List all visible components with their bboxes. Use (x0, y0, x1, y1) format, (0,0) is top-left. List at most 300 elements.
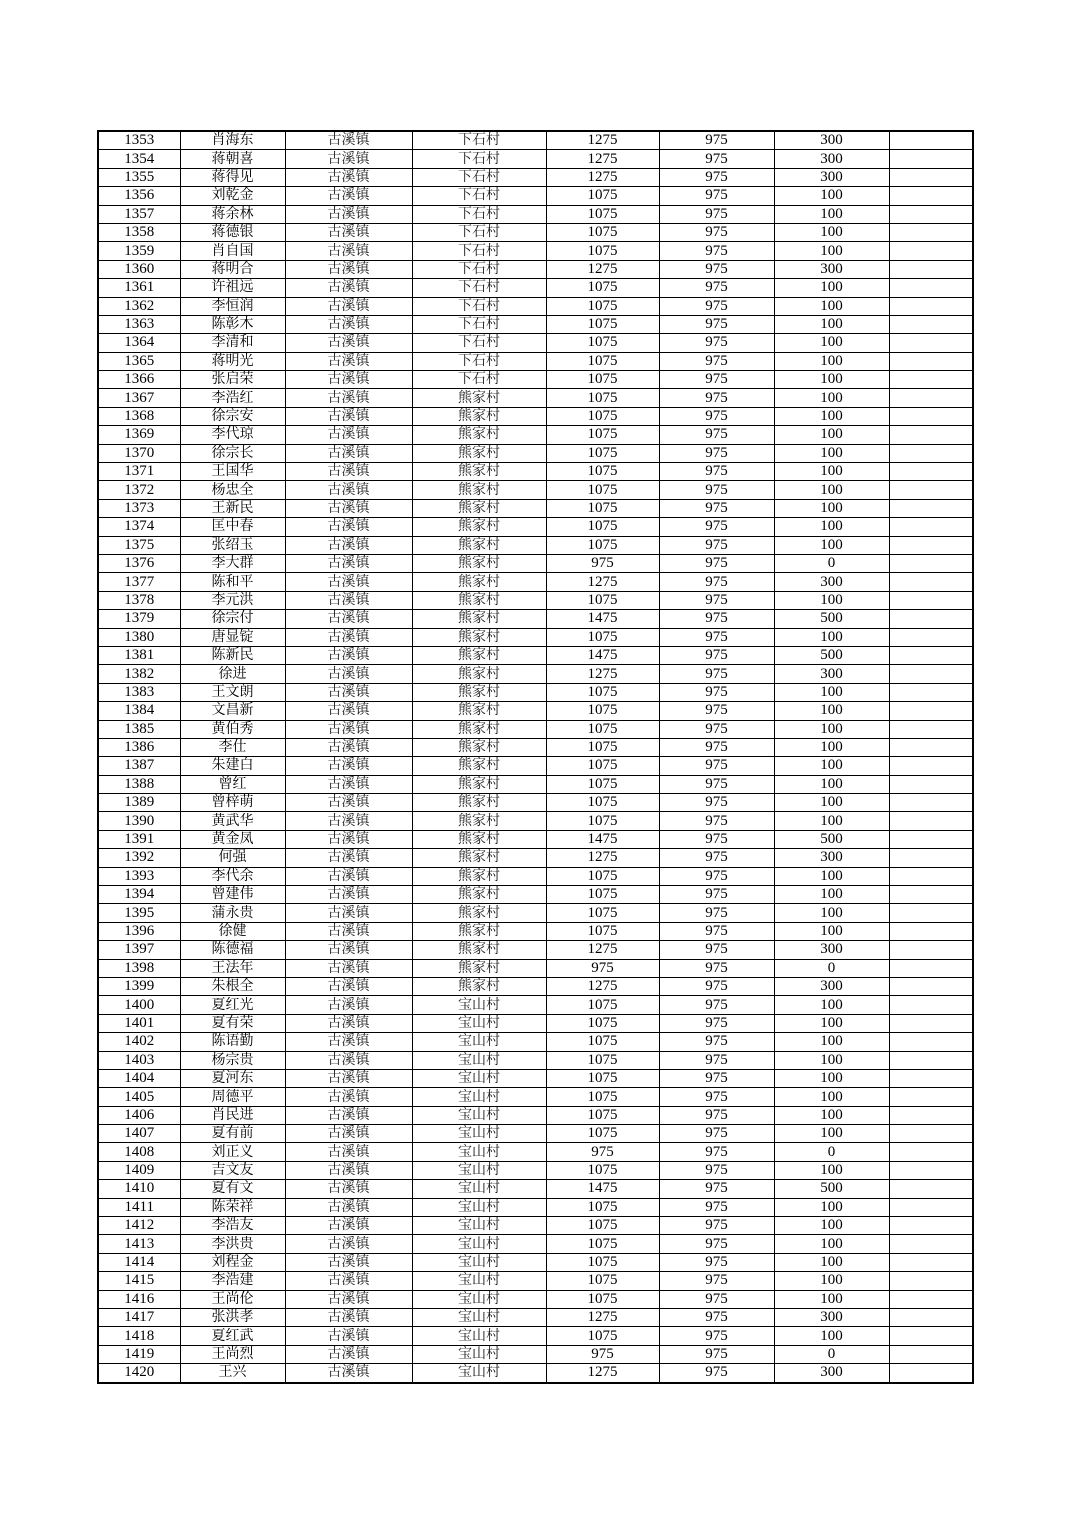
standard-cell: 975 (659, 279, 774, 297)
difference-cell: 100 (774, 1198, 889, 1216)
table-row (98, 959, 973, 977)
difference-cell: 300 (774, 1364, 889, 1383)
amount-cell: 975 (546, 1345, 659, 1363)
amount-cell: 1075 (546, 205, 659, 223)
remark-cell (889, 536, 973, 554)
table-row (98, 223, 973, 241)
table-row (98, 1069, 973, 1087)
row-number-cell: 1379 (98, 610, 180, 628)
table-row (98, 1161, 973, 1179)
amount-cell: 1075 (546, 1272, 659, 1290)
name-cell: 蒋德银 (180, 223, 285, 241)
standard-cell: 975 (659, 573, 774, 591)
name-cell: 李浩友 (180, 1217, 285, 1235)
town-cell: 古溪镇 (285, 223, 412, 241)
standard-cell: 975 (659, 1180, 774, 1198)
town-cell: 古溪镇 (285, 1235, 412, 1253)
town-cell: 古溪镇 (285, 297, 412, 315)
town-cell: 古溪镇 (285, 168, 412, 186)
name-cell: 徐宗付 (180, 610, 285, 628)
difference-cell: 100 (774, 481, 889, 499)
remark-cell (889, 1033, 973, 1051)
row-number-cell: 1384 (98, 702, 180, 720)
name-cell: 夏有文 (180, 1180, 285, 1198)
village-cell: 熊家村 (412, 738, 546, 756)
town-cell: 古溪镇 (285, 886, 412, 904)
name-cell: 黄金凤 (180, 830, 285, 848)
difference-cell: 100 (774, 812, 889, 830)
name-cell: 蒋余林 (180, 205, 285, 223)
table-row (98, 1014, 973, 1032)
name-cell: 许祖远 (180, 279, 285, 297)
row-number-cell: 1381 (98, 646, 180, 664)
village-cell: 熊家村 (412, 683, 546, 701)
row-number-cell: 1411 (98, 1198, 180, 1216)
town-cell: 古溪镇 (285, 738, 412, 756)
remark-cell (889, 1180, 973, 1198)
village-cell: 熊家村 (412, 867, 546, 885)
remark-cell (889, 757, 973, 775)
row-number-cell: 1387 (98, 757, 180, 775)
town-cell: 古溪镇 (285, 720, 412, 738)
town-cell: 古溪镇 (285, 1106, 412, 1124)
town-cell: 古溪镇 (285, 260, 412, 278)
difference-cell: 100 (774, 536, 889, 554)
town-cell: 古溪镇 (285, 352, 412, 370)
amount-cell: 1275 (546, 260, 659, 278)
name-cell: 陈和平 (180, 573, 285, 591)
standard-cell: 975 (659, 830, 774, 848)
remark-cell (889, 1143, 973, 1161)
village-cell: 下石村 (412, 279, 546, 297)
remark-cell (889, 591, 973, 609)
amount-cell: 1075 (546, 389, 659, 407)
row-number-cell: 1415 (98, 1272, 180, 1290)
remark-cell (889, 499, 973, 517)
amount-cell: 1075 (546, 499, 659, 517)
table-row (98, 187, 973, 205)
remark-cell (889, 720, 973, 738)
town-cell: 古溪镇 (285, 1345, 412, 1363)
standard-cell: 975 (659, 886, 774, 904)
name-cell: 张洪孝 (180, 1309, 285, 1327)
row-number-cell: 1363 (98, 315, 180, 333)
standard-cell: 975 (659, 867, 774, 885)
standard-cell: 975 (659, 536, 774, 554)
table-row (98, 794, 973, 812)
amount-cell: 1275 (546, 665, 659, 683)
remark-cell (889, 1272, 973, 1290)
town-cell: 古溪镇 (285, 205, 412, 223)
row-number-cell: 1395 (98, 904, 180, 922)
table-row (98, 1235, 973, 1253)
remark-cell (889, 849, 973, 867)
row-number-cell: 1359 (98, 242, 180, 260)
village-cell: 下石村 (412, 334, 546, 352)
standard-cell: 975 (659, 407, 774, 425)
amount-cell: 1075 (546, 1161, 659, 1179)
village-cell: 熊家村 (412, 720, 546, 738)
table-row (98, 904, 973, 922)
row-number-cell: 1358 (98, 223, 180, 241)
town-cell: 古溪镇 (285, 812, 412, 830)
table-row (98, 536, 973, 554)
town-cell: 古溪镇 (285, 591, 412, 609)
table-row (98, 665, 973, 683)
amount-cell: 1475 (546, 646, 659, 664)
amount-cell: 975 (546, 554, 659, 572)
standard-cell: 975 (659, 1069, 774, 1087)
remark-cell (889, 794, 973, 812)
name-cell: 张绍玉 (180, 536, 285, 554)
row-number-cell: 1391 (98, 830, 180, 848)
town-cell: 古溪镇 (285, 1290, 412, 1308)
amount-cell: 1075 (546, 996, 659, 1014)
table-row (98, 260, 973, 278)
town-cell: 古溪镇 (285, 1253, 412, 1271)
difference-cell: 100 (774, 1161, 889, 1179)
town-cell: 古溪镇 (285, 775, 412, 793)
remark-cell (889, 1327, 973, 1345)
town-cell: 古溪镇 (285, 481, 412, 499)
difference-cell: 100 (774, 720, 889, 738)
name-cell: 陈荣祥 (180, 1198, 285, 1216)
standard-cell: 975 (659, 1290, 774, 1308)
remark-cell (889, 352, 973, 370)
standard-cell: 975 (659, 131, 774, 150)
name-cell: 唐显锭 (180, 628, 285, 646)
town-cell: 古溪镇 (285, 1051, 412, 1069)
town-cell: 古溪镇 (285, 499, 412, 517)
remark-cell (889, 223, 973, 241)
town-cell: 古溪镇 (285, 959, 412, 977)
amount-cell: 1075 (546, 1051, 659, 1069)
remark-cell (889, 830, 973, 848)
village-cell: 下石村 (412, 371, 546, 389)
table-row (98, 628, 973, 646)
remark-cell (889, 371, 973, 389)
town-cell: 古溪镇 (285, 1069, 412, 1087)
town-cell: 古溪镇 (285, 922, 412, 940)
town-cell: 古溪镇 (285, 150, 412, 168)
row-number-cell: 1383 (98, 683, 180, 701)
name-cell: 徐进 (180, 665, 285, 683)
amount-cell: 1275 (546, 150, 659, 168)
row-number-cell: 1401 (98, 1014, 180, 1032)
table-row (98, 315, 973, 333)
row-number-cell: 1378 (98, 591, 180, 609)
standard-cell: 975 (659, 554, 774, 572)
village-cell: 熊家村 (412, 922, 546, 940)
standard-cell: 975 (659, 757, 774, 775)
standard-cell: 975 (659, 1364, 774, 1383)
row-number-cell: 1367 (98, 389, 180, 407)
name-cell: 张启荣 (180, 371, 285, 389)
standard-cell: 975 (659, 904, 774, 922)
row-number-cell: 1375 (98, 536, 180, 554)
town-cell: 古溪镇 (285, 1014, 412, 1032)
standard-cell: 975 (659, 610, 774, 628)
name-cell: 夏红光 (180, 996, 285, 1014)
remark-cell (889, 389, 973, 407)
remark-cell (889, 242, 973, 260)
village-cell: 熊家村 (412, 389, 546, 407)
table-row (98, 371, 973, 389)
difference-cell: 0 (774, 554, 889, 572)
table-row (98, 1143, 973, 1161)
row-number-cell: 1373 (98, 499, 180, 517)
difference-cell: 300 (774, 573, 889, 591)
amount-cell: 1075 (546, 886, 659, 904)
row-number-cell: 1414 (98, 1253, 180, 1271)
amount-cell: 1075 (546, 1033, 659, 1051)
name-cell: 曾红 (180, 775, 285, 793)
town-cell: 古溪镇 (285, 628, 412, 646)
amount-cell: 1075 (546, 242, 659, 260)
remark-cell (889, 1253, 973, 1271)
amount-cell: 1475 (546, 1180, 659, 1198)
table-row (98, 757, 973, 775)
village-cell: 宝山村 (412, 1272, 546, 1290)
difference-cell: 100 (774, 1272, 889, 1290)
amount-cell: 1275 (546, 131, 659, 150)
table-row (98, 481, 973, 499)
standard-cell: 975 (659, 389, 774, 407)
town-cell: 古溪镇 (285, 131, 412, 150)
name-cell: 陈彰木 (180, 315, 285, 333)
standard-cell: 975 (659, 812, 774, 830)
table-row (98, 1198, 973, 1216)
village-cell: 熊家村 (412, 904, 546, 922)
difference-cell: 100 (774, 297, 889, 315)
town-cell: 古溪镇 (285, 867, 412, 885)
amount-cell: 1075 (546, 334, 659, 352)
standard-cell: 975 (659, 297, 774, 315)
remark-cell (889, 463, 973, 481)
village-cell: 宝山村 (412, 1106, 546, 1124)
standard-cell: 975 (659, 1309, 774, 1327)
remark-cell (889, 941, 973, 959)
table-row (98, 334, 973, 352)
difference-cell: 100 (774, 242, 889, 260)
name-cell: 李浩红 (180, 389, 285, 407)
standard-cell: 975 (659, 481, 774, 499)
village-cell: 熊家村 (412, 463, 546, 481)
row-number-cell: 1417 (98, 1309, 180, 1327)
name-cell: 李浩建 (180, 1272, 285, 1290)
row-number-cell: 1416 (98, 1290, 180, 1308)
difference-cell: 100 (774, 738, 889, 756)
row-number-cell: 1390 (98, 812, 180, 830)
town-cell: 古溪镇 (285, 371, 412, 389)
table-row (98, 444, 973, 462)
name-cell: 李恒润 (180, 297, 285, 315)
row-number-cell: 1374 (98, 518, 180, 536)
remark-cell (889, 554, 973, 572)
difference-cell: 500 (774, 646, 889, 664)
standard-cell: 975 (659, 996, 774, 1014)
difference-cell: 100 (774, 371, 889, 389)
village-cell: 宝山村 (412, 1088, 546, 1106)
amount-cell: 1275 (546, 849, 659, 867)
standard-cell: 975 (659, 1033, 774, 1051)
row-number-cell: 1366 (98, 371, 180, 389)
name-cell: 杨忠全 (180, 481, 285, 499)
village-cell: 熊家村 (412, 757, 546, 775)
name-cell: 王新民 (180, 499, 285, 517)
row-number-cell: 1404 (98, 1069, 180, 1087)
row-number-cell: 1412 (98, 1217, 180, 1235)
amount-cell: 1075 (546, 720, 659, 738)
difference-cell: 100 (774, 1327, 889, 1345)
table-row (98, 407, 973, 425)
standard-cell: 975 (659, 1327, 774, 1345)
town-cell: 古溪镇 (285, 389, 412, 407)
name-cell: 李元洪 (180, 591, 285, 609)
standard-cell: 975 (659, 1051, 774, 1069)
difference-cell: 100 (774, 904, 889, 922)
village-cell: 下石村 (412, 187, 546, 205)
remark-cell (889, 867, 973, 885)
name-cell: 王国华 (180, 463, 285, 481)
village-cell: 宝山村 (412, 1290, 546, 1308)
name-cell: 文昌新 (180, 702, 285, 720)
row-number-cell: 1399 (98, 977, 180, 995)
difference-cell: 100 (774, 315, 889, 333)
village-cell: 下石村 (412, 297, 546, 315)
name-cell: 李清和 (180, 334, 285, 352)
name-cell: 肖民进 (180, 1106, 285, 1124)
town-cell: 古溪镇 (285, 665, 412, 683)
town-cell: 古溪镇 (285, 426, 412, 444)
amount-cell: 1075 (546, 223, 659, 241)
remark-cell (889, 1309, 973, 1327)
difference-cell: 100 (774, 187, 889, 205)
amount-cell: 1075 (546, 1088, 659, 1106)
village-cell: 下石村 (412, 315, 546, 333)
difference-cell: 300 (774, 977, 889, 995)
name-cell: 李洪贵 (180, 1235, 285, 1253)
amount-cell: 1075 (546, 1235, 659, 1253)
remark-cell (889, 444, 973, 462)
standard-cell: 975 (659, 1014, 774, 1032)
difference-cell: 100 (774, 1106, 889, 1124)
amount-cell: 1475 (546, 610, 659, 628)
standard-cell: 975 (659, 683, 774, 701)
remark-cell (889, 977, 973, 995)
village-cell: 熊家村 (412, 702, 546, 720)
town-cell: 古溪镇 (285, 242, 412, 260)
standard-cell: 975 (659, 646, 774, 664)
row-number-cell: 1376 (98, 554, 180, 572)
village-cell: 熊家村 (412, 646, 546, 664)
row-number-cell: 1377 (98, 573, 180, 591)
name-cell: 蒲永贵 (180, 904, 285, 922)
difference-cell: 100 (774, 352, 889, 370)
amount-cell: 1475 (546, 830, 659, 848)
name-cell: 匡中春 (180, 518, 285, 536)
row-number-cell: 1360 (98, 260, 180, 278)
village-cell: 宝山村 (412, 1143, 546, 1161)
difference-cell: 100 (774, 757, 889, 775)
town-cell: 古溪镇 (285, 849, 412, 867)
remark-cell (889, 1161, 973, 1179)
village-cell: 熊家村 (412, 794, 546, 812)
row-number-cell: 1386 (98, 738, 180, 756)
name-cell: 夏河东 (180, 1069, 285, 1087)
town-cell: 古溪镇 (285, 187, 412, 205)
difference-cell: 100 (774, 886, 889, 904)
standard-cell: 975 (659, 187, 774, 205)
row-number-cell: 1354 (98, 150, 180, 168)
village-cell: 熊家村 (412, 812, 546, 830)
standard-cell: 975 (659, 223, 774, 241)
village-cell: 宝山村 (412, 1033, 546, 1051)
town-cell: 古溪镇 (285, 315, 412, 333)
amount-cell: 1075 (546, 1106, 659, 1124)
remark-cell (889, 150, 973, 168)
village-cell: 宝山村 (412, 1180, 546, 1198)
difference-cell: 100 (774, 499, 889, 517)
remark-cell (889, 1125, 973, 1143)
remark-cell (889, 260, 973, 278)
standard-cell: 975 (659, 315, 774, 333)
village-cell: 熊家村 (412, 665, 546, 683)
name-cell: 夏有前 (180, 1125, 285, 1143)
amount-cell: 1075 (546, 1069, 659, 1087)
difference-cell: 0 (774, 1143, 889, 1161)
amount-cell: 1275 (546, 573, 659, 591)
name-cell: 夏有荣 (180, 1014, 285, 1032)
row-number-cell: 1385 (98, 720, 180, 738)
row-number-cell: 1396 (98, 922, 180, 940)
village-cell: 下石村 (412, 168, 546, 186)
name-cell: 刘程金 (180, 1253, 285, 1271)
village-cell: 宝山村 (412, 1161, 546, 1179)
amount-cell: 1075 (546, 922, 659, 940)
row-number-cell: 1420 (98, 1364, 180, 1383)
standard-cell: 975 (659, 242, 774, 260)
row-number-cell: 1394 (98, 886, 180, 904)
data-table (97, 130, 974, 1384)
difference-cell: 100 (774, 922, 889, 940)
village-cell: 熊家村 (412, 941, 546, 959)
village-cell: 熊家村 (412, 886, 546, 904)
town-cell: 古溪镇 (285, 977, 412, 995)
amount-cell: 1275 (546, 941, 659, 959)
remark-cell (889, 1051, 973, 1069)
village-cell: 宝山村 (412, 1198, 546, 1216)
name-cell: 黄伯秀 (180, 720, 285, 738)
table-row (98, 352, 973, 370)
remark-cell (889, 1345, 973, 1363)
name-cell: 王文朗 (180, 683, 285, 701)
village-cell: 熊家村 (412, 628, 546, 646)
village-cell: 下石村 (412, 150, 546, 168)
name-cell: 曾建伟 (180, 886, 285, 904)
row-number-cell: 1393 (98, 867, 180, 885)
remark-cell (889, 1088, 973, 1106)
name-cell: 蒋明合 (180, 260, 285, 278)
remark-cell (889, 775, 973, 793)
remark-cell (889, 279, 973, 297)
table-row (98, 977, 973, 995)
town-cell: 古溪镇 (285, 573, 412, 591)
name-cell: 徐宗安 (180, 407, 285, 425)
amount-cell: 1075 (546, 757, 659, 775)
town-cell: 古溪镇 (285, 1180, 412, 1198)
name-cell: 刘乾金 (180, 187, 285, 205)
